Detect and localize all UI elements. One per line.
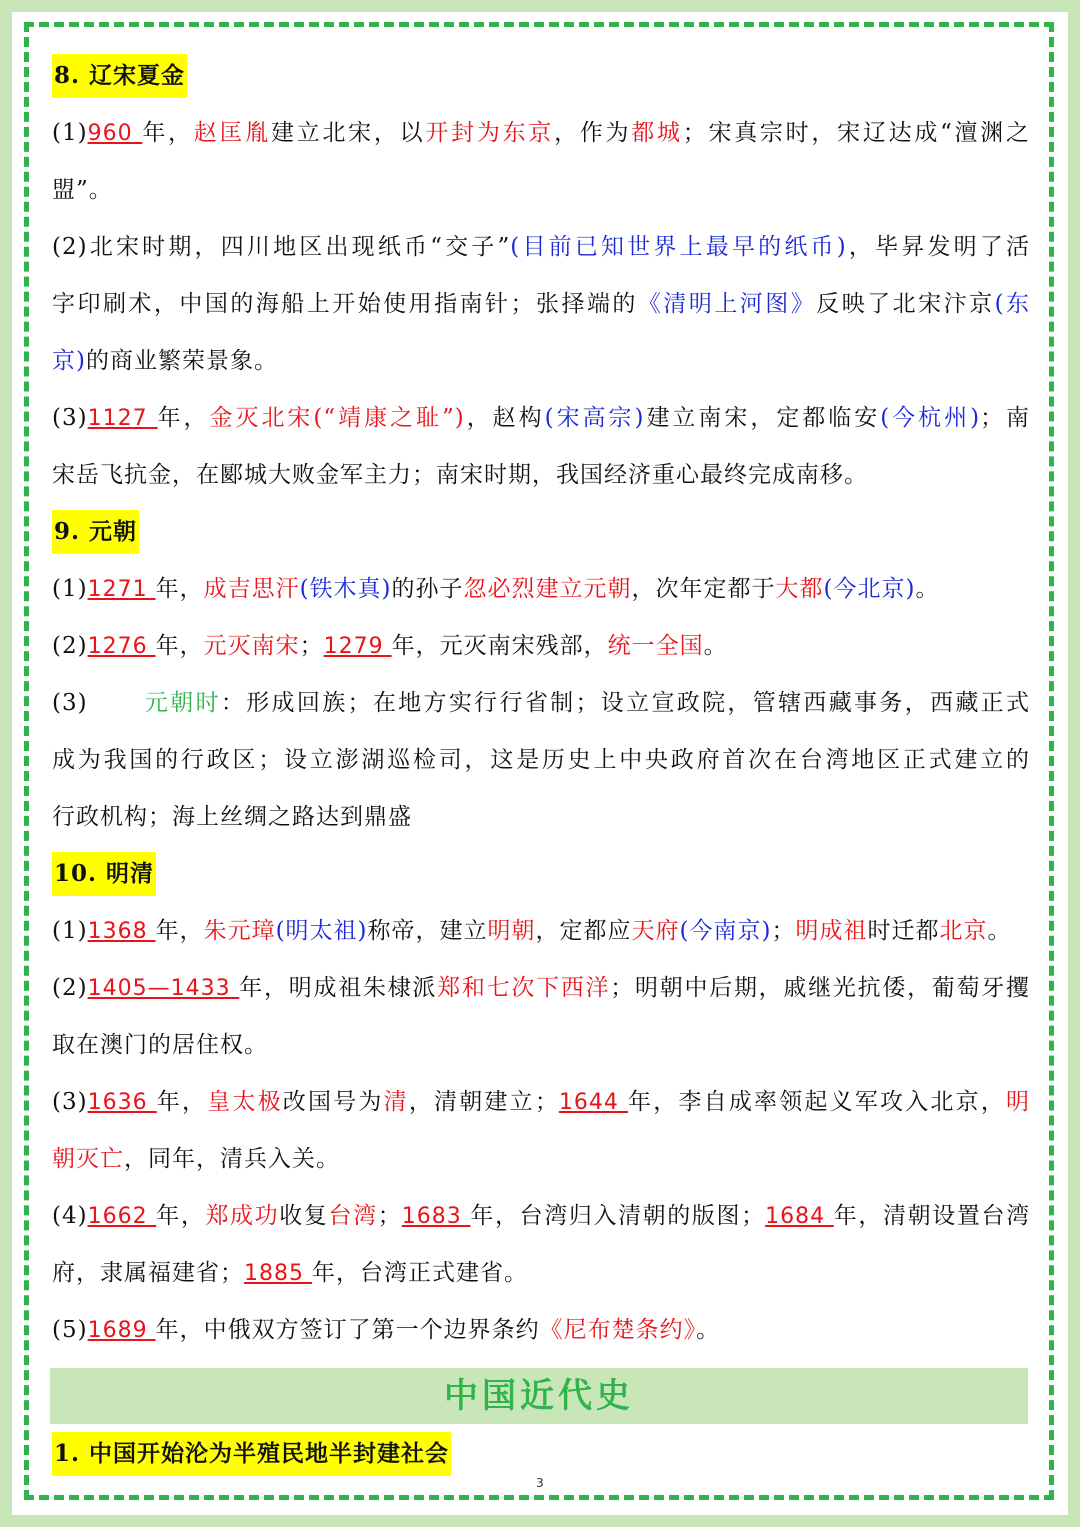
paragraph-10-4: (4)1662 年，郑成功收复台湾；1683 年，台湾归入清朝的版图；1684 年，清朝设置台湾 (52, 1203, 1030, 1229)
section-banner-modern-history: 中国近代史 (50, 1368, 1028, 1424)
paragraph-9-2: (2)1276 年，元灭南宋；1279 年，元灭南宋残部，统一全国。 (52, 633, 728, 659)
document-body (52, 48, 1030, 1483)
paragraph-10-3-cont: 朝灭亡，同年，清兵入关。 (52, 1146, 340, 1172)
page-number: 3 (536, 1476, 544, 1490)
paragraph-10-4-cont: 府，隶属福建省；1885 年，台湾正式建省。 (52, 1260, 528, 1286)
paragraph-8-1: (1)960 年，赵匡胤建立北宋，以开封为东京，作为都城；宋真宗时，宋辽达成“澶渊之 (52, 120, 1030, 146)
paragraph-10-5: (5)1689 年，中俄双方签订了第一个边界条约《尼布楚条约》。 (52, 1317, 721, 1343)
paragraph-10-2-cont: 取在澳门的居住权。 (52, 1032, 268, 1058)
paragraph-9-3-cont: 成为我国的行政区；设立澎湖巡检司，这是历史上中央政府首次在台湾地区正式建立的 (52, 747, 1030, 773)
section-heading-10: 10. 明清 (52, 846, 1030, 903)
paragraph-10-2: (2)1405—1433 年，明成祖朱棣派郑和七次下西洋；明朝中后期，戚继光抗倭，葡萄牙攫 (52, 975, 1030, 1001)
paragraph-8-2-cont: 字印刷术，中国的海船上开始使用指南针；张择端的《清明上河图》反映了北宋汴京(东 (52, 291, 1030, 317)
paragraph-9-3: (3) 元朝时：形成回族；在地方实行行省制；设立宣政院，管辖西藏事务，西藏正式 (52, 690, 1030, 716)
paragraph-9-3-cont2: 行政机构；海上丝绸之路达到鼎盛 (52, 804, 412, 830)
paragraph-8-2-cont2: 京)的商业繁荣景象。 (52, 348, 278, 374)
paragraph-10-1: (1)1368 年，朱元璋(明太祖)称帝，建立明朝，定都应天府(今南京)；明成祖时迁都北京。 (52, 918, 1012, 944)
paragraph-8-2: (2)北宋时期，四川地区出现纸币“交子”(目前已知世界上最早的纸币)，毕昇发明了活 (52, 234, 1030, 260)
section-heading-8: 8. 辽宋夏金 (52, 48, 1030, 105)
paragraph-8-1-cont: 盟”。 (52, 177, 113, 203)
section-heading-9: 9. 元朝 (52, 504, 1030, 561)
paragraph-9-1: (1)1271 年，成吉思汗(铁木真)的孙子忽必烈建立元朝，次年定都于大都(今北京)。 (52, 576, 940, 602)
paragraph-10-3: (3)1636 年，皇太极改国号为清，清朝建立；1644 年，李自成率领起义军攻入北京，明 (52, 1089, 1030, 1115)
paragraph-8-3: (3)1127 年，金灭北宋(“靖康之耻”)，赵构(宋高宗)建立南宋，定都临安(今杭州)；南 (52, 405, 1030, 431)
section-heading-modern-1: 1. 中国开始沦为半殖民地半封建社会 (52, 1426, 1030, 1483)
paragraph-8-3-cont: 宋岳飞抗金，在郾城大败金军主力；南宋时期，我国经济重心最终完成南移。 (52, 462, 868, 488)
